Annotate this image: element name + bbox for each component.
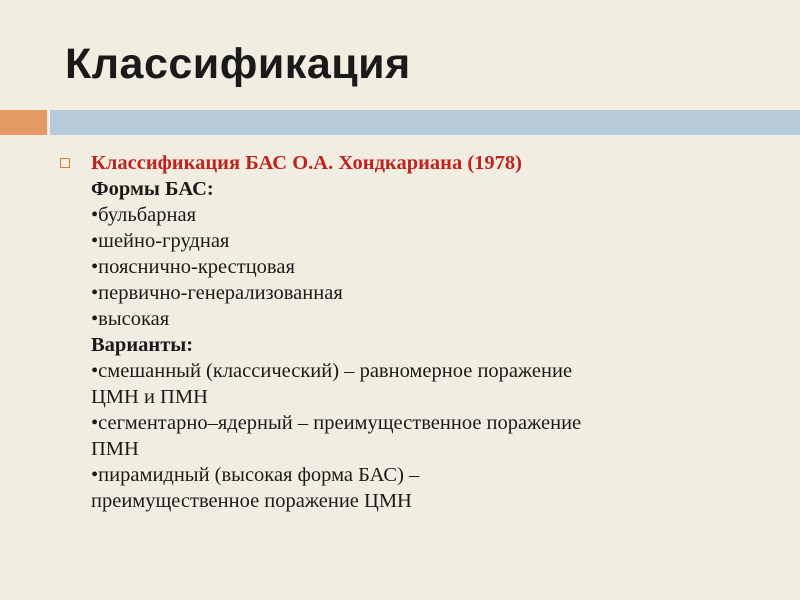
variant-line: •смешанный (классический) – равномерное поражение <box>91 360 573 382</box>
variant-line: •пирамидный (высокая форма БАС) – <box>91 464 420 486</box>
accent-band-left <box>0 110 47 135</box>
form-item: •первично-генерализованная <box>91 282 343 304</box>
square-bullet-icon <box>60 158 70 168</box>
bullet-text-block <box>91 150 751 514</box>
classification-heading: Классификация БАС О.А. Хондкариана (1978) <box>91 152 522 174</box>
variants-label: Варианты: <box>91 334 194 356</box>
slide-title: Классификация <box>65 40 411 88</box>
form-item: •шейно-грудная <box>91 230 230 252</box>
variant-line: ПМН <box>91 438 139 460</box>
variant-line: •сегментарно–ядерный – преимущественное поражение <box>91 412 582 434</box>
variant-line: преимущественное поражение ЦМН <box>91 490 412 512</box>
form-item: •бульбарная <box>91 204 197 226</box>
form-item: •высокая <box>91 308 170 330</box>
form-item: •пояснично-крестцовая <box>91 256 295 278</box>
forms-label: Формы БАС: <box>91 178 214 200</box>
variant-line: ЦМН и ПМН <box>91 386 208 408</box>
accent-band-right <box>50 110 800 135</box>
